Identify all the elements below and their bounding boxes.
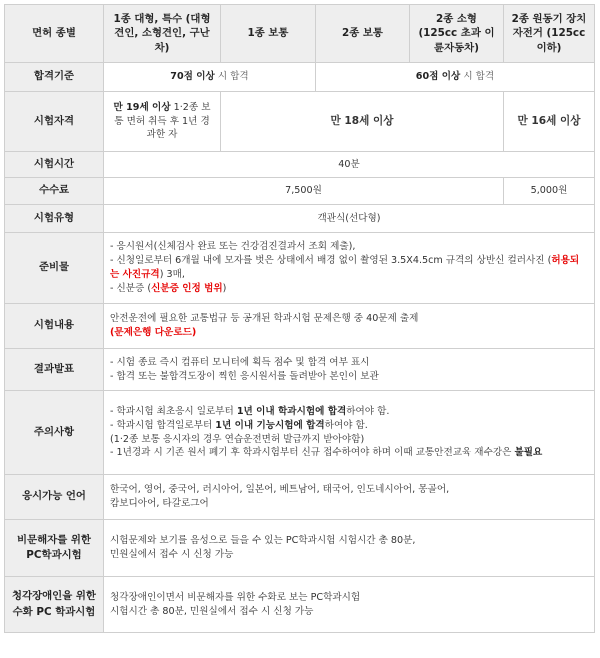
language-row [5,475,595,520]
col-class1-large: 1종 대형, 특수 (대형견인, 소형견인, 구난차) [104,5,221,63]
header-row [5,5,595,63]
pass-criteria-row [5,63,595,92]
fee-row [5,178,595,205]
test-time-value: 40분 [104,152,595,178]
col-class2-small: 2종 소형 (125cc 초과 이륜자동차) [410,5,504,63]
test-time-row [5,152,595,178]
result-row [5,349,595,391]
license-test-table [4,4,595,633]
qualification-18: 만 18세 이상 [221,92,504,152]
col-class1-regular: 1종 보통 [221,5,316,63]
id-scope-link[interactable]: 신분증 인정 범위 [151,282,223,294]
test-content-value: 안전운전에 필요한 교통법규 등 공개된 학과시험 문제은행 중 40문제 출제 (문제은행 다운로드) [104,304,595,349]
preparation-value [104,233,595,304]
test-type-row [5,205,595,233]
fee-value-moped: 5,000원 [504,178,595,205]
test-time-label: 시험시간 [5,152,104,178]
result-value: - 시험 종료 즉시 컴퓨터 모니터에 획득 점수 및 합격 여부 표시 - 합격 또는 불합격도장이 찍힌 응시원서를 돌려받아 본인이 보관 [104,349,595,391]
qualification-row [5,92,595,152]
pass-criteria-label: 합격기준 [5,63,104,92]
qualification-16: 만 16세 이상 [504,92,595,152]
language-value: 한국어, 영어, 중국어, 러시아어, 일본어, 베트남어, 태국어, 인도네시아어, 몽골어, 캄보디아어, 타갈로그어 [104,475,595,520]
notes-label: 주의사항 [5,391,104,475]
preparation-label: 준비물 [5,233,104,304]
test-type-label: 시험유형 [5,205,104,233]
preparation-row [5,233,595,304]
prep-application-form: - 응시원서(신체검사 완료 또는 건강검진결과서 조회 제출), [110,241,356,253]
sign-language-test-row [5,577,595,633]
illiterate-pc-test-label: 비문해자를 위한 PC학과시험 [5,520,104,577]
qualification-label: 시험자격 [5,92,104,152]
notes-row [5,391,595,475]
pass-criteria-class2: 60점 이상 시 합격 [316,63,595,92]
test-type-value: 객관식(선다형) [104,205,595,233]
fee-value-main: 7,500원 [104,178,504,205]
fee-label: 수수료 [5,178,104,205]
prep-id-card: - 신분증 (신분증 인정 범위) [110,282,227,294]
pass-criteria-class1: 70점 이상 시 합격 [104,63,316,92]
pass-60-score: 60점 이상 [415,71,461,83]
prep-photo: - 신청일로부터 6개월 내에 모자를 벗은 상태에서 배경 없이 촬영된 3.5X4.5cm 규격의 상반신 컬러사진 (허용되는 사진규격) 3매, [110,255,580,280]
license-type-header: 면허 종별 [5,5,104,63]
language-label: 응시가능 언어 [5,475,104,520]
pass-70-score: 70점 이상 [170,71,215,83]
qualification-class1-large: 만 19세 이상 1·2종 보통 면허 취득 후 1년 경과한 자 [104,92,221,152]
test-content-row [5,304,595,349]
notes-value: - 학과시험 최초응시 일로부터 1년 이내 학과시험에 합격하여야 함. - 학과시험 합격일로부터 1년 이내 기능시험에 합격하여야 함. (1·2종 보통 응시자의 경우 연습운전면허 발급까지 받아야함) - 1년경과 시 기존 원서 폐기 후 학과시험부터 신규 접수하여야 하며 이때 교통안전교육 재수강은 불필요 [104,391,595,475]
sign-language-test-value: 청각장애인이면서 비문해자를 위한 수화로 보는 PC학과시험 시험시간 총 80분, 민원실에서 접수 시 신청 가능 [104,577,595,633]
test-content-label: 시험내용 [5,304,104,349]
illiterate-pc-test-row [5,520,595,577]
result-label: 결과발표 [5,349,104,391]
col-class2-moped: 2종 원동기 장치자전거 (125cc 이하) [504,5,595,63]
col-class2-regular: 2종 보통 [316,5,410,63]
photo-spec-link[interactable]: 허용되는 사진규격 [110,255,580,280]
question-bank-download-link[interactable]: (문제은행 다운로드) [110,327,197,338]
sign-language-test-label: 청각장애인을 위한 수화 PC 학과시험 [5,577,104,633]
illiterate-pc-test-value: 시험문제와 보기를 음성으로 들을 수 있는 PC학과시험 시험시간 총 80분, 민원실에서 접수 시 신청 가능 [104,520,595,577]
